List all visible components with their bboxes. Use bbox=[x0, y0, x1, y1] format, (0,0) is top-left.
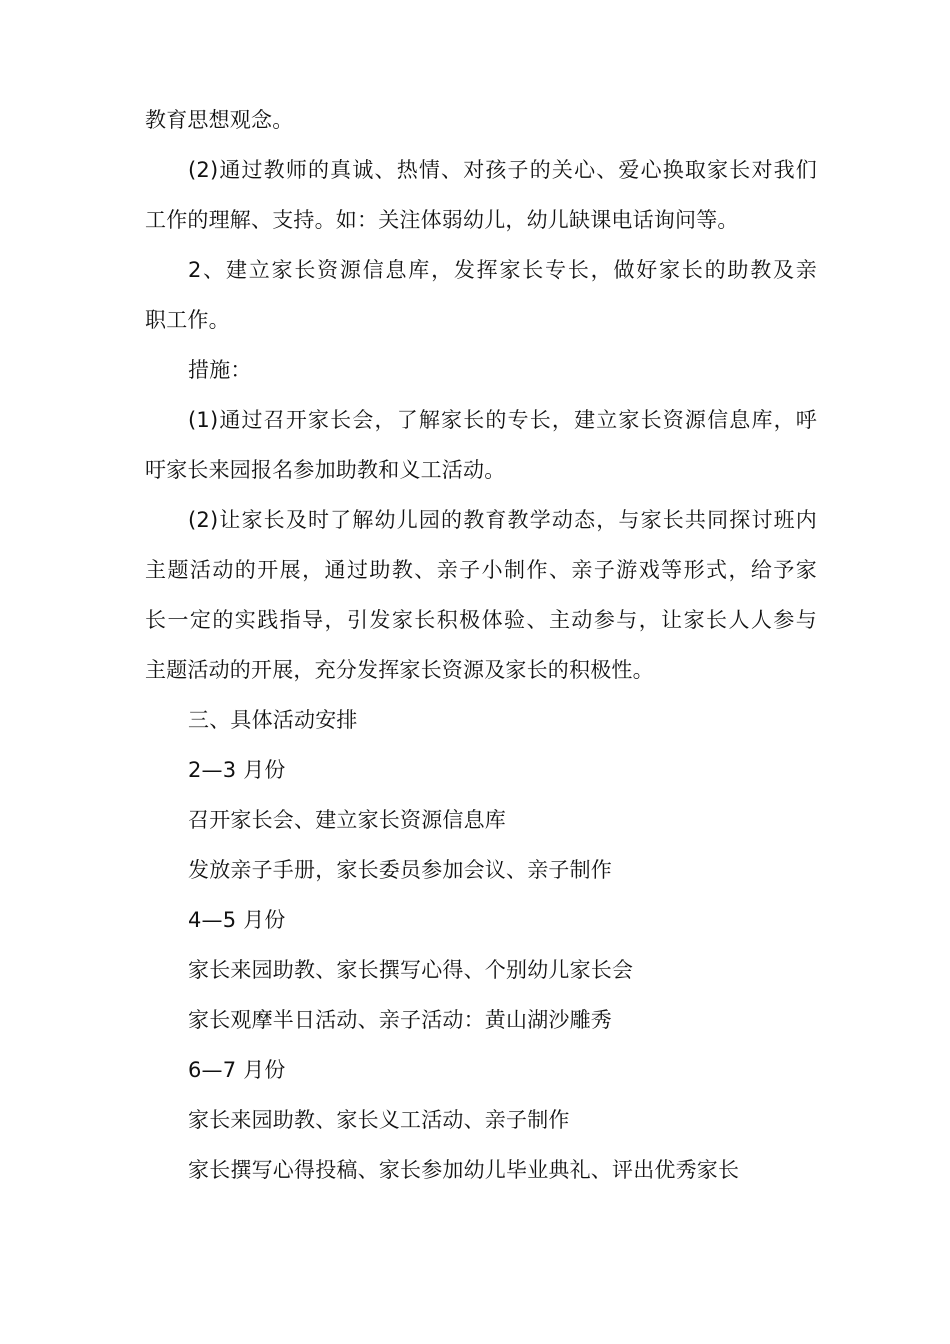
text-line: 教育思想观念。 bbox=[145, 108, 294, 132]
text-line: 长一定的实践指导，引发家长积极体验、主动参与，让家长人人参与 bbox=[145, 608, 817, 632]
schedule-item: 家长来园助教、家长撰写心得、个别幼儿家长会 bbox=[188, 958, 634, 982]
schedule-period: 2—3 月份 bbox=[188, 758, 286, 782]
text-line: (1)通过召开家长会，了解家长的专长，建立家长资源信息库，呼 bbox=[188, 408, 817, 432]
schedule-item: 发放亲子手册，家长委员参加会议、亲子制作 bbox=[188, 858, 612, 882]
schedule-item: 召开家长会、建立家长资源信息库 bbox=[188, 808, 506, 832]
schedule-item: 家长撰写心得投稿、家长参加幼儿毕业典礼、评出优秀家长 bbox=[188, 1158, 740, 1182]
schedule-period: 4—5 月份 bbox=[188, 908, 286, 932]
text-line: 主题活动的开展，通过助教、亲子小制作、亲子游戏等形式，给予家 bbox=[145, 558, 817, 582]
section-heading: 三、具体活动安排 bbox=[188, 708, 358, 732]
text-line: 职工作。 bbox=[145, 308, 230, 332]
schedule-period: 6—7 月份 bbox=[188, 1058, 286, 1082]
text-line: 工作的理解、支持。如：关注体弱幼儿，幼儿缺课电话询问等。 bbox=[145, 208, 739, 232]
schedule-item: 家长观摩半日活动、亲子活动：黄山湖沙雕秀 bbox=[188, 1008, 612, 1032]
text-line: 吁家长来园报名参加助教和义工活动。 bbox=[145, 458, 506, 482]
text-line: (2)让家长及时了解幼儿园的教育教学动态，与家长共同探讨班内 bbox=[188, 508, 817, 532]
text-line: 主题活动的开展，充分发挥家长资源及家长的积极性。 bbox=[145, 658, 654, 682]
text-line: 措施： bbox=[188, 358, 252, 382]
schedule-item: 家长来园助教、家长义工活动、亲子制作 bbox=[188, 1108, 570, 1132]
text-line: (2)通过教师的真诚、热情、对孩子的关心、爱心换取家长对我们 bbox=[188, 158, 817, 182]
text-line: 2、建立家长资源信息库，发挥家长专长，做好家长的助教及亲 bbox=[188, 258, 817, 282]
